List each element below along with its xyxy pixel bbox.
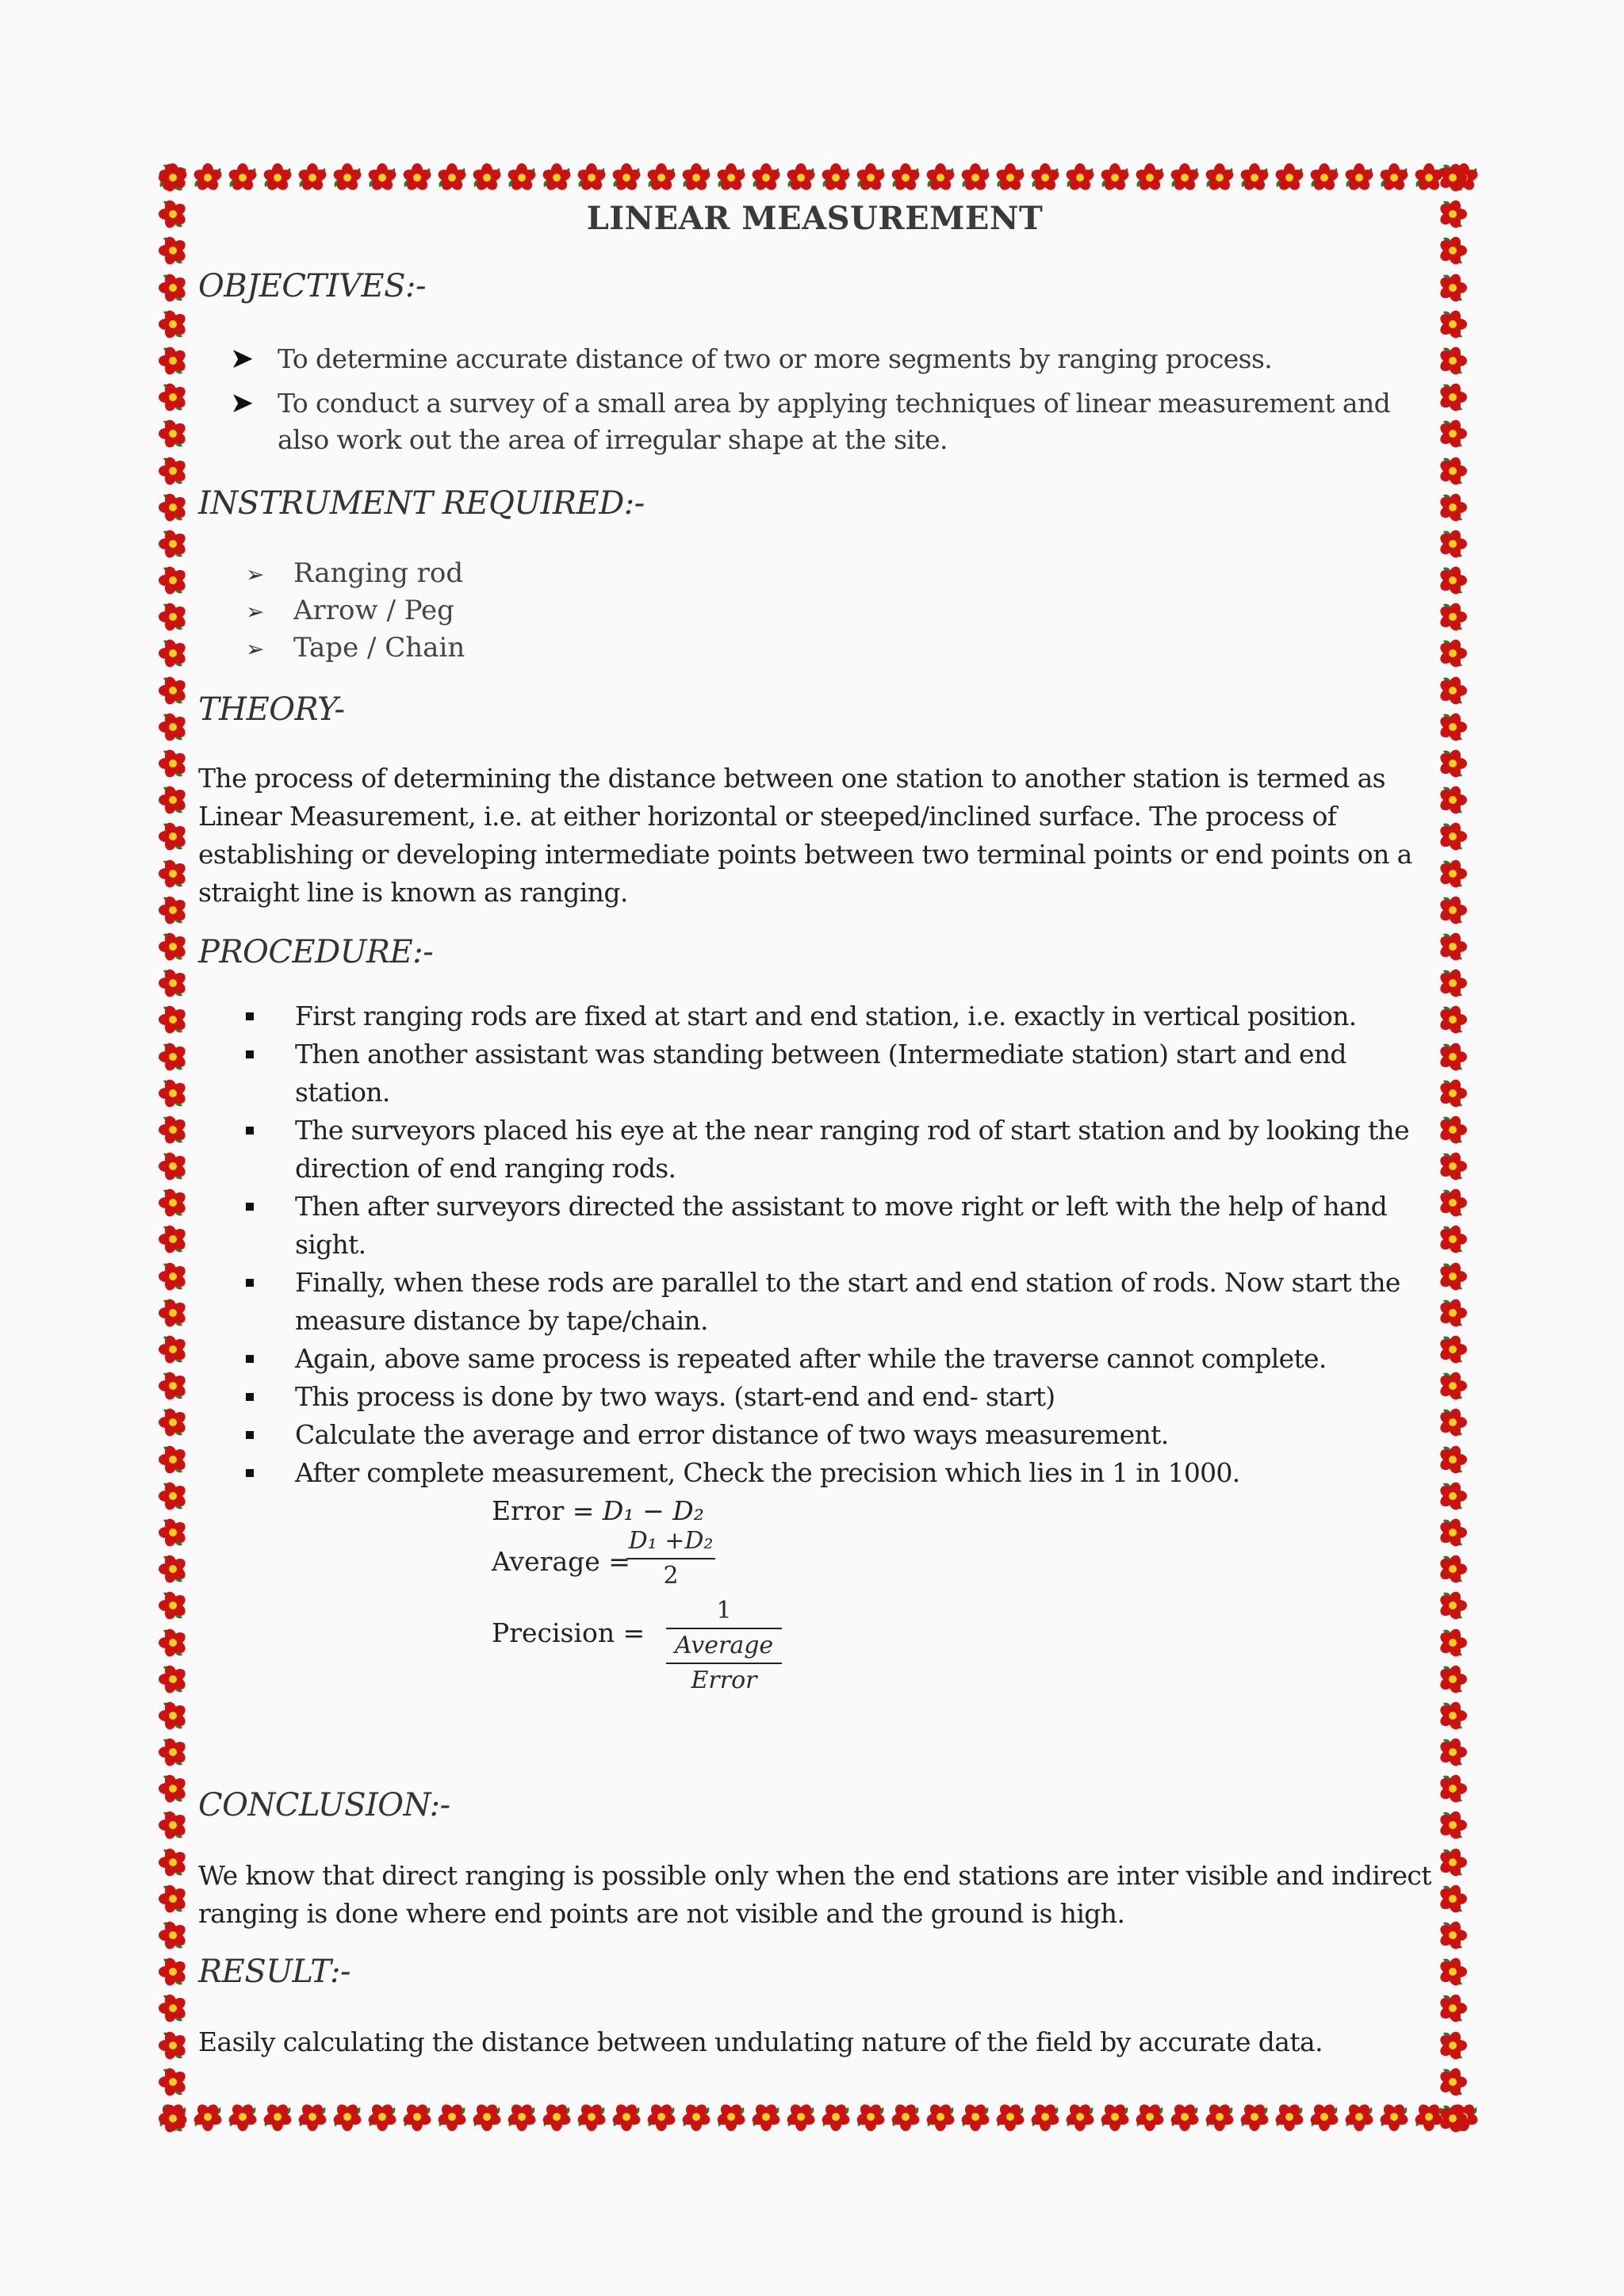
flower-icon (1435, 1076, 1470, 1111)
page-title: LINEAR MEASUREMENT (586, 200, 1044, 237)
flower-icon (1435, 1332, 1470, 1367)
flower-icon (365, 160, 400, 195)
flower-icon (1435, 1735, 1470, 1770)
flower-icon (1435, 819, 1470, 854)
flower-icon (155, 819, 190, 854)
flower-icon (1237, 160, 1272, 195)
flower-icon (1063, 160, 1097, 195)
procedure-list (246, 997, 1435, 1492)
flower-icon (155, 746, 190, 781)
flower-icon (1435, 1405, 1470, 1440)
error-label: Error = (492, 1495, 595, 1526)
flower-icon (1167, 2099, 1202, 2134)
flower-icon (1097, 2099, 1132, 2134)
flower-icon (1435, 1002, 1470, 1037)
flower-icon (155, 343, 190, 378)
flower-icon (1435, 1259, 1470, 1294)
flower-icon (1435, 307, 1470, 342)
procedure-step: Finally, when these rods are parallel to the start and end station of rods. Now start the measure distance by tape/chain. (246, 1264, 1435, 1340)
flower-icon (435, 160, 469, 195)
flower-icon (1132, 2099, 1167, 2134)
flower-icon (749, 2099, 783, 2134)
flower-icon (155, 710, 190, 744)
flower-icon (1435, 453, 1470, 488)
flower-icon (155, 1442, 190, 1477)
flower-icon (1435, 416, 1470, 451)
average-numerator: D₁ +D₂ (628, 1527, 714, 1555)
flower-icon (853, 160, 888, 195)
flower-icon (155, 1881, 190, 1916)
heading-conclusion: CONCLUSION:- (198, 1787, 450, 1823)
flower-icon (155, 673, 190, 708)
flower-icon (1435, 160, 1470, 195)
flower-icon (1435, 1552, 1470, 1586)
instrument-item (246, 629, 465, 668)
precision-numerator: 1 (716, 1597, 732, 1624)
flower-icon (574, 160, 609, 195)
flower-icon (1435, 197, 1470, 232)
flower-icon (155, 1149, 190, 1184)
flower-icon (330, 160, 365, 195)
flower-icon (888, 160, 923, 195)
flower-icon (1435, 1479, 1470, 1513)
flower-icon (1435, 490, 1470, 525)
flower-icon (1435, 2101, 1470, 2136)
flower-border-right (1435, 160, 1472, 2136)
precision-fraction (666, 1597, 782, 1695)
flower-icon (1435, 966, 1470, 1001)
arrowhead-icon: ➤ (230, 387, 254, 419)
flower-icon (888, 2099, 923, 2134)
flower-icon (1202, 2099, 1237, 2134)
objective-text: To conduct a survey of a small area by applying techniques of linear measurement and also work out the area of irregular shape at the site. (278, 388, 1391, 455)
procedure-step: First ranging rods are fixed at start and end station, i.e. exactly in vertical position. (246, 997, 1435, 1035)
flower-icon (1435, 1771, 1470, 1806)
procedure-step: Then after surveyors directed the assistant to move right or left with the help of hand sight. (246, 1188, 1435, 1264)
flower-icon (1435, 929, 1470, 964)
theory-paragraph: The process of determining the distance between one station to another station is termed as Linear Measurement, i.e. at either horizontal or steeped/inclined surface. The process of establishing or developing intermediate points between two terminal points or end points on a straight line is known as ranging. (198, 763, 1412, 908)
instrument-item (246, 592, 454, 630)
flower-icon (155, 2101, 190, 2136)
flower-icon (1307, 2099, 1342, 2134)
flower-icon (993, 2099, 1028, 2134)
flower-icon (155, 1625, 190, 1660)
flower-icon (1272, 2099, 1307, 2134)
error-expression: D₁ − D₂ (602, 1495, 704, 1526)
flower-icon (1435, 1808, 1470, 1843)
heading-theory: THEORY- (198, 691, 345, 728)
precision-denominator-top: Average (674, 1632, 774, 1659)
flower-icon (155, 1039, 190, 1074)
flower-icon (923, 160, 958, 195)
flower-icon (155, 563, 190, 598)
flower-icon (155, 856, 190, 891)
flower-icon (155, 1735, 190, 1770)
flower-icon (1435, 1368, 1470, 1403)
flower-icon (1342, 160, 1377, 195)
flower-icon (1435, 2064, 1470, 2099)
flower-icon (155, 1295, 190, 1330)
flower-icon (1435, 270, 1470, 305)
flower-icon (574, 2099, 609, 2134)
flower-icon (155, 1918, 190, 1953)
procedure-step: This process is done by two ways. (start-end and end- start) (246, 1378, 1435, 1416)
flower-icon (644, 160, 679, 195)
flower-icon (1435, 526, 1470, 561)
flower-icon (155, 1588, 190, 1623)
flower-icon (155, 1771, 190, 1806)
flower-icon (155, 929, 190, 964)
flower-icon (1435, 1112, 1470, 1147)
instrument-label: Ranging rod (293, 557, 464, 589)
flower-icon (1435, 1442, 1470, 1477)
procedure-step: Then another assistant was standing between (Intermediate station) start and end station. (246, 1035, 1435, 1112)
flower-icon (1435, 563, 1470, 598)
flower-icon (155, 1222, 190, 1257)
flower-icon (609, 2099, 644, 2134)
flower-icon (155, 1845, 190, 1880)
flower-icon (1435, 1698, 1470, 1733)
flower-icon (155, 1991, 190, 2026)
error-formula (492, 1495, 704, 1526)
flower-icon (330, 2099, 365, 2134)
flower-icon (155, 1002, 190, 1037)
flower-icon (504, 2099, 539, 2134)
flower-icon (155, 636, 190, 671)
flower-icon (818, 160, 853, 195)
flower-icon (155, 1185, 190, 1220)
flower-icon (155, 1368, 190, 1403)
flower-icon (1435, 233, 1470, 268)
flower-icon (155, 1332, 190, 1367)
flower-icon (1272, 160, 1307, 195)
flower-icon (1435, 893, 1470, 928)
flower-icon (1377, 160, 1411, 195)
flower-icon (295, 2099, 330, 2134)
flower-icon (1435, 1918, 1470, 1953)
flower-icon (539, 160, 574, 195)
flower-icon (155, 307, 190, 342)
flower-icon (155, 783, 190, 817)
flower-icon (260, 160, 295, 195)
flower-icon (714, 2099, 749, 2134)
fraction-bar (626, 1558, 715, 1559)
flower-icon (190, 160, 225, 195)
flower-border-left (155, 160, 192, 2136)
precision-label: Precision = (492, 1617, 645, 1648)
flower-icon (1063, 2099, 1097, 2134)
flower-icon (1435, 1222, 1470, 1257)
arrowhead-icon: ➤ (230, 342, 254, 375)
flower-icon (1435, 636, 1470, 671)
conclusion-paragraph: We know that direct ranging is possible only when the end stations are inter visible and indirect ranging is done where end points are not visible and the ground is high. (198, 1860, 1431, 1929)
flower-icon (958, 160, 993, 195)
objective-item (230, 341, 1435, 377)
flower-icon (1237, 2099, 1272, 2134)
flower-icon (155, 526, 190, 561)
flower-icon (1435, 380, 1470, 415)
flower-icon (923, 2099, 958, 2134)
flower-icon (1435, 1588, 1470, 1623)
flower-icon (469, 160, 504, 195)
flower-border-bottom (155, 2099, 1472, 2136)
page-content (198, 198, 1431, 2093)
flower-icon (155, 1112, 190, 1147)
flower-icon (155, 1076, 190, 1111)
flower-icon (1028, 2099, 1063, 2134)
flower-icon (260, 2099, 295, 2134)
heading-result: RESULT:- (198, 1954, 350, 1990)
flower-icon (1435, 856, 1470, 891)
heading-objectives: OBJECTIVES:- (198, 268, 426, 304)
flower-icon (1028, 160, 1063, 195)
flower-icon (155, 2028, 190, 2063)
flower-icon (1435, 746, 1470, 781)
precision-denominator-bottom: Error (691, 1667, 757, 1694)
flower-icon (853, 2099, 888, 2134)
flower-icon (155, 1515, 190, 1550)
heading-procedure: PROCEDURE:- (198, 934, 434, 970)
flower-icon (469, 2099, 504, 2134)
flower-icon (1097, 160, 1132, 195)
flower-icon (1435, 1662, 1470, 1697)
flower-icon (679, 2099, 714, 2134)
flower-icon (155, 1662, 190, 1697)
flower-icon (155, 599, 190, 634)
flower-icon (1435, 1515, 1470, 1550)
flower-icon (1435, 1625, 1470, 1660)
flower-icon (155, 1479, 190, 1513)
flower-icon (993, 160, 1028, 195)
flower-icon (1435, 1991, 1470, 2026)
flower-icon (155, 160, 190, 195)
flower-icon (1342, 2099, 1377, 2134)
flower-icon (155, 1405, 190, 1440)
flower-icon (679, 160, 714, 195)
flower-icon (365, 2099, 400, 2134)
flower-icon (155, 380, 190, 415)
flower-icon (783, 2099, 818, 2134)
flower-icon (539, 2099, 574, 2134)
average-fraction (626, 1527, 715, 1590)
flower-icon (1435, 1185, 1470, 1220)
flower-icon (295, 160, 330, 195)
flower-icon (190, 2099, 225, 2134)
flower-icon (155, 893, 190, 928)
flower-icon (155, 1552, 190, 1586)
flower-icon (400, 2099, 435, 2134)
flower-icon (155, 1698, 190, 1733)
objective-item (230, 385, 1435, 458)
average-label: Average = (492, 1546, 630, 1577)
flower-icon (155, 966, 190, 1001)
flower-icon (1435, 1954, 1470, 1989)
flower-icon (1435, 1295, 1470, 1330)
flower-icon (155, 490, 190, 525)
flower-icon (435, 2099, 469, 2134)
flower-icon (155, 416, 190, 451)
flower-icon (1377, 2099, 1411, 2134)
flower-icon (609, 160, 644, 195)
flower-icon (1307, 160, 1342, 195)
flower-icon (1435, 2028, 1470, 2063)
flower-icon (1435, 599, 1470, 634)
fraction-bar (666, 1663, 782, 1664)
flower-icon (714, 160, 749, 195)
flower-icon (155, 1259, 190, 1294)
flower-icon (225, 160, 260, 195)
flower-icon (155, 453, 190, 488)
flower-icon (1435, 1845, 1470, 1880)
flower-icon (1435, 343, 1470, 378)
procedure-step: Calculate the average and error distance of two ways measurement. (246, 1416, 1435, 1454)
flower-icon (1435, 783, 1470, 817)
instrument-label: Tape / Chain (293, 632, 465, 664)
objective-text: To determine accurate distance of two or more segments by ranging process. (278, 343, 1273, 374)
flower-icon (225, 2099, 260, 2134)
flower-border-top (155, 160, 1472, 197)
fraction-bar (666, 1628, 782, 1629)
arrowhead-icon: ➢ (246, 599, 265, 625)
flower-icon (1435, 1039, 1470, 1074)
flower-icon (1202, 160, 1237, 195)
average-denominator: 2 (663, 1562, 679, 1590)
flower-icon (155, 1808, 190, 1843)
flower-icon (1435, 1881, 1470, 1916)
instrument-label: Arrow / Peg (293, 595, 454, 626)
flower-icon (1132, 160, 1167, 195)
instrument-item (246, 555, 463, 593)
flower-icon (1435, 673, 1470, 708)
flower-icon (818, 2099, 853, 2134)
flower-icon (155, 233, 190, 268)
flower-icon (1435, 1149, 1470, 1184)
flower-icon (958, 2099, 993, 2134)
flower-icon (155, 197, 190, 232)
arrowhead-icon: ➢ (246, 636, 265, 662)
flower-icon (155, 1954, 190, 1989)
procedure-step: The surveyors placed his eye at the near ranging rod of start station and by looking the direction of end ranging rods. (246, 1112, 1435, 1188)
procedure-step: After complete measurement, Check the precision which lies in 1 in 1000. (246, 1454, 1435, 1492)
flower-icon (504, 160, 539, 195)
flower-icon (1435, 710, 1470, 744)
heading-instrument-required: INSTRUMENT REQUIRED:- (198, 485, 645, 522)
procedure-step: Again, above same process is repeated after while the traverse cannot complete. (246, 1340, 1435, 1378)
flower-icon (783, 160, 818, 195)
flower-icon (644, 2099, 679, 2134)
flower-icon (400, 160, 435, 195)
flower-icon (749, 160, 783, 195)
flower-icon (155, 270, 190, 305)
flower-icon (1167, 160, 1202, 195)
flower-icon (155, 2064, 190, 2099)
result-paragraph: Easily calculating the distance between undulating nature of the field by accurate data. (198, 2026, 1323, 2057)
arrowhead-icon: ➢ (246, 561, 265, 587)
